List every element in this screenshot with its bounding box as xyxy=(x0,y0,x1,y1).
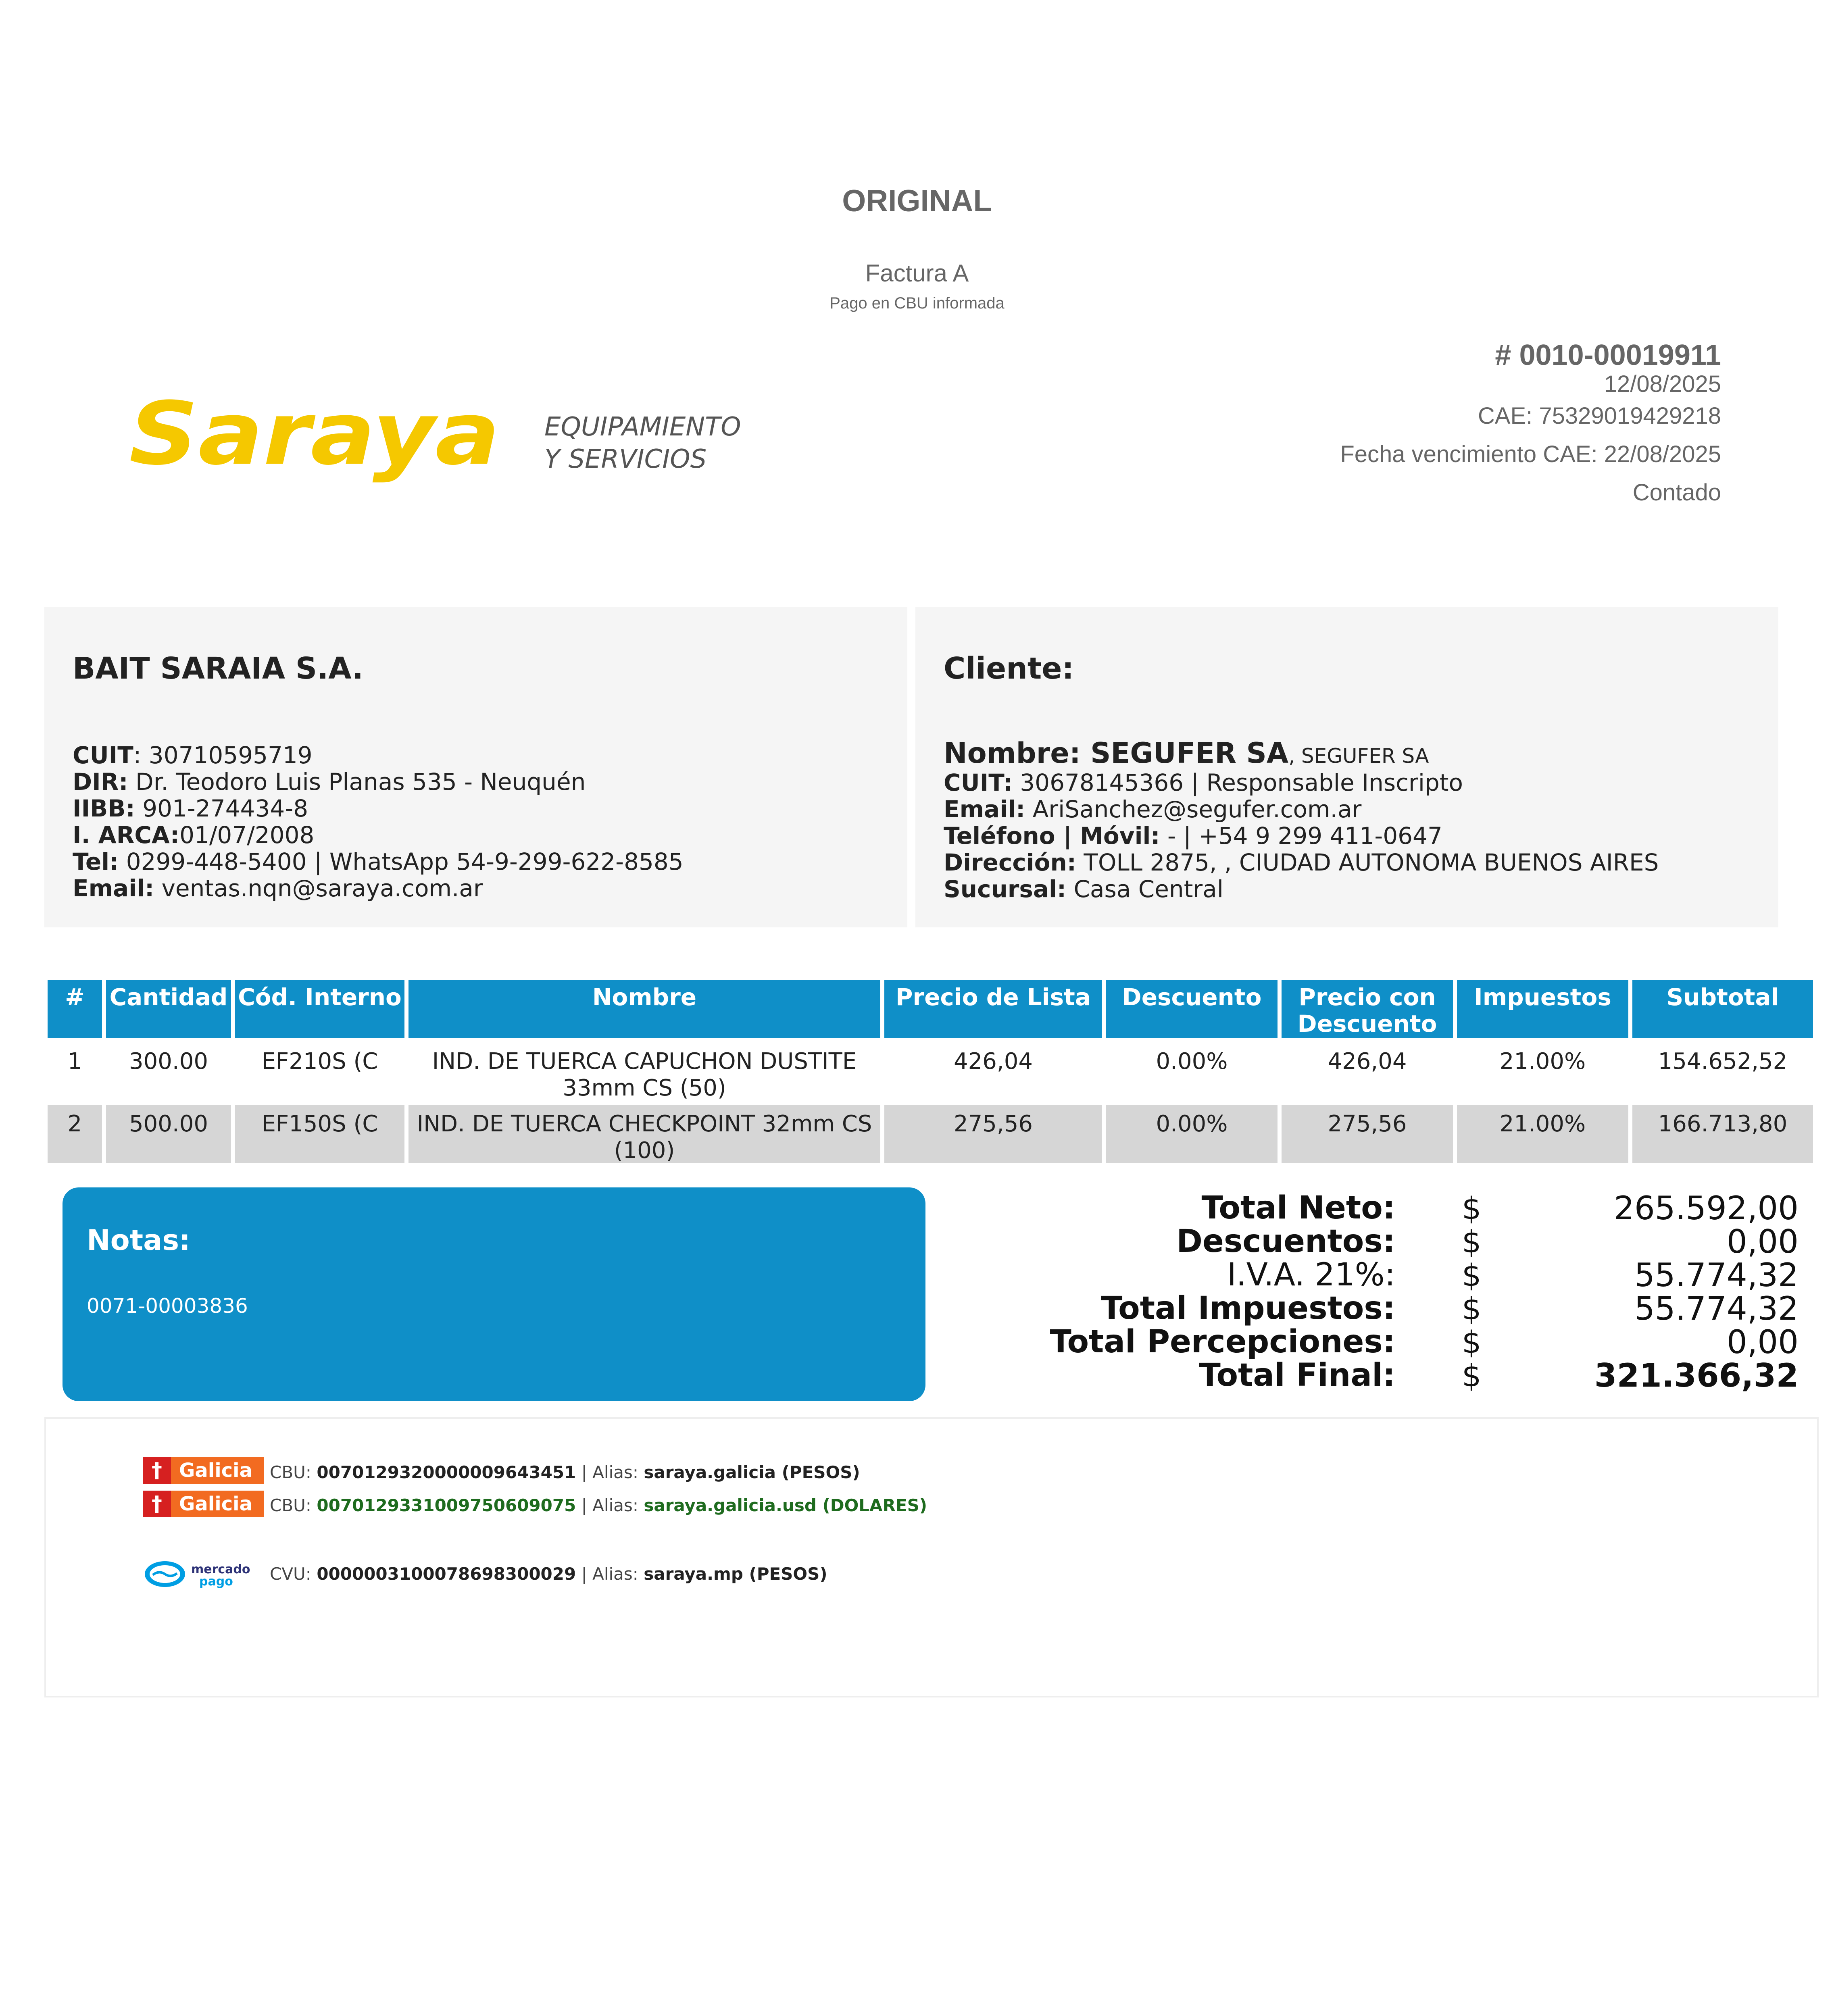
total-final-currency: $ xyxy=(1462,1358,1482,1393)
invoice-number: # 0010-00019911 xyxy=(1495,339,1721,371)
col-header-code: Cód. Interno xyxy=(235,980,404,1038)
cell-subtotal: 154.652,52 xyxy=(1632,1042,1813,1101)
total-taxes-value: 55.774,32 xyxy=(1634,1290,1799,1327)
cell-name: IND. DE TUERCA CAPUCHON DUSTITE 33mm CS (50) xyxy=(408,1042,880,1101)
discounts-label: Descuentos: xyxy=(1176,1223,1395,1260)
issuer-cuit: CUIT: 30710595719 xyxy=(73,741,313,769)
galicia-cross-icon: † xyxy=(143,1457,171,1484)
notes-box xyxy=(63,1187,925,1401)
bank-accounts xyxy=(44,1417,1819,1697)
col-header-taxes: Impuestos xyxy=(1457,980,1628,1038)
total-net-row xyxy=(1048,1191,1799,1225)
bank-account-galicia-pesos: CBU: 0070129320000009643451 | Alias: saraya.galicia (PESOS) xyxy=(270,1462,860,1482)
copy-label: ORIGINAL xyxy=(842,184,992,218)
cell-discount: 0.00% xyxy=(1106,1105,1278,1163)
invoice-cae: CAE: 75329019429218 xyxy=(1478,403,1721,429)
issuer-name: BAIT SARAIA S.A. xyxy=(73,651,363,686)
issuer-dir: DIR: Dr. Teodoro Luis Planas 535 - Neuquén xyxy=(73,768,586,796)
cell-list-price: 426,04 xyxy=(884,1042,1102,1101)
col-header-list-price: Precio de Lista xyxy=(884,980,1102,1038)
col-header-number: # xyxy=(48,980,102,1038)
bank-account-galicia-usd: CBU: 0070129331009750609075 | Alias: saraya.galicia.usd (DOLARES) xyxy=(270,1495,927,1515)
col-header-discount: Descuento xyxy=(1106,980,1278,1038)
total-net-value: 265.592,00 xyxy=(1613,1189,1799,1227)
mercado-pago-logo xyxy=(143,1558,252,1590)
cell-quantity: 300.00 xyxy=(106,1042,231,1101)
client-address: Dirección: TOLL 2875, , CIUDAD AUTONOMA BUENOS AIRES xyxy=(944,849,1659,876)
discounts-currency: $ xyxy=(1462,1224,1482,1260)
total-perceptions-value: 0,00 xyxy=(1726,1323,1799,1361)
client-details xyxy=(944,737,1659,903)
payment-note: Pago en CBU informada xyxy=(829,294,1005,312)
cell-subtotal: 166.713,80 xyxy=(1632,1105,1813,1163)
total-net-currency: $ xyxy=(1462,1190,1482,1226)
total-net-label: Total Neto: xyxy=(1201,1190,1395,1226)
cell-code: EF150S (C xyxy=(235,1105,404,1163)
client-cuit: CUIT: 30678145366 | Responsable Inscripto xyxy=(944,769,1463,796)
client-branch: Sucursal: Casa Central xyxy=(944,875,1223,903)
logo-tagline-2: Y SERVICIOS xyxy=(544,444,707,474)
client-title: Cliente: xyxy=(944,651,1074,686)
svg-text:pago: pago xyxy=(199,1574,233,1589)
cell-taxes: 21.00% xyxy=(1457,1105,1628,1163)
discounts-value: 0,00 xyxy=(1726,1223,1799,1260)
col-header-name: Nombre xyxy=(408,980,880,1038)
totals xyxy=(1048,1191,1799,1392)
issuer-iibb: IIBB: 901-274434-8 xyxy=(73,795,308,822)
invoice-meta xyxy=(1340,339,1721,512)
cell-name: IND. DE TUERCA CHECKPOINT 32mm CS (100) xyxy=(408,1105,880,1163)
total-final-row xyxy=(1048,1359,1799,1392)
total-perceptions-currency: $ xyxy=(1462,1324,1482,1360)
vat-label: I.V.A. 21%: xyxy=(1227,1257,1395,1293)
galicia-logo: † Galicia xyxy=(143,1457,264,1484)
total-final-label: Total Final: xyxy=(1199,1357,1395,1393)
logo-wordmark: Saraya xyxy=(129,387,500,484)
payment-condition: Contado xyxy=(1632,479,1721,506)
issuer-tel: Tel: 0299-448-5400 | WhatsApp 54-9-299-622-8585 xyxy=(73,848,684,875)
cell-number: 1 xyxy=(48,1042,102,1101)
cell-quantity: 500.00 xyxy=(106,1105,231,1163)
col-header-subtotal: Subtotal xyxy=(1632,980,1813,1038)
invoice-date: 12/08/2025 xyxy=(1604,371,1721,397)
document-type: Factura A xyxy=(865,260,969,287)
total-taxes-currency: $ xyxy=(1462,1291,1482,1327)
cell-discounted-price: 426,04 xyxy=(1282,1042,1453,1101)
galicia-cross-icon: † xyxy=(143,1491,171,1517)
client-email: Email: AriSanchez@segufer.com.ar xyxy=(944,796,1362,823)
cell-list-price: 275,56 xyxy=(884,1105,1102,1163)
cell-number: 2 xyxy=(48,1105,102,1163)
col-header-quantity: Cantidad xyxy=(106,980,231,1038)
cell-taxes: 21.00% xyxy=(1457,1042,1628,1101)
issuer-arca: I. ARCA:01/07/2008 xyxy=(73,821,315,849)
logo-tagline-1: EQUIPAMIENTO xyxy=(544,412,741,442)
cell-discount: 0.00% xyxy=(1106,1042,1278,1101)
client-phone: Teléfono | Móvil: - | +54 9 299 411-0647 xyxy=(944,822,1442,850)
saraya-logo xyxy=(129,387,774,492)
vat-currency: $ xyxy=(1462,1257,1482,1293)
total-taxes-row xyxy=(1048,1292,1799,1325)
notes-text: 0071-00003836 xyxy=(87,1294,248,1318)
galicia-logo: † Galicia xyxy=(143,1491,264,1517)
notes-title: Notas: xyxy=(87,1224,191,1257)
invoice-cae-due: Fecha vencimiento CAE: 22/08/2025 xyxy=(1340,441,1721,467)
issuer-box xyxy=(44,607,907,927)
col-header-discounted-price: Precio con Descuento xyxy=(1282,980,1453,1038)
client-box xyxy=(915,607,1778,927)
total-final-value: 321.366,32 xyxy=(1594,1357,1799,1394)
bank-account-mercadopago: CVU: 0000003100078698300029 | Alias: saraya.mp (PESOS) xyxy=(270,1564,827,1584)
total-perceptions-row xyxy=(1048,1325,1799,1359)
issuer-details xyxy=(73,742,684,902)
svg-text:mercado: mercado xyxy=(191,1562,250,1577)
total-perceptions-label: Total Percepciones: xyxy=(1050,1324,1395,1360)
cell-code: EF210S (C xyxy=(235,1042,404,1101)
vat-value: 55.774,32 xyxy=(1634,1256,1799,1294)
discounts-row xyxy=(1048,1225,1799,1258)
client-name: Nombre: SEGUFER SA, SEGUFER SA xyxy=(944,737,1429,770)
total-taxes-label: Total Impuestos: xyxy=(1101,1290,1395,1327)
vat-row xyxy=(1048,1258,1799,1292)
issuer-email: Email: ventas.nqn@saraya.com.ar xyxy=(73,875,483,902)
cell-discounted-price: 275,56 xyxy=(1282,1105,1453,1163)
